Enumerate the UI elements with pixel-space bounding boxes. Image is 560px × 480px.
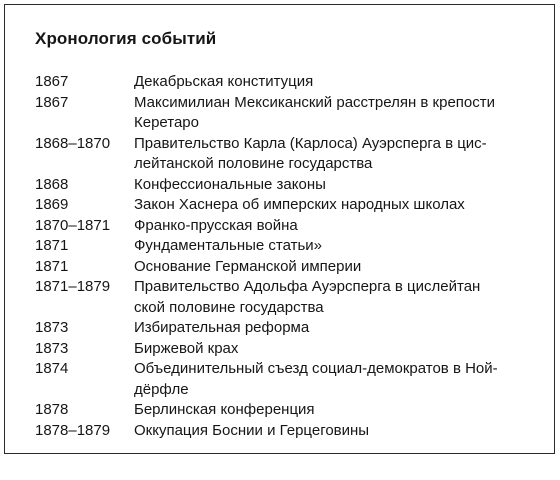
event-year: 1878 xyxy=(35,401,69,418)
event-description: Оккупация Боснии и Герцеговины xyxy=(134,421,370,439)
list-item xyxy=(35,134,545,175)
event-year: 1878–1879 xyxy=(35,421,111,439)
event-year: 1873 xyxy=(35,339,69,357)
event-description xyxy=(134,134,545,175)
event-description: Франко-прусская война xyxy=(134,216,298,234)
event-description: Биржевой крах xyxy=(134,339,239,357)
list-item xyxy=(35,400,545,421)
event-description xyxy=(134,93,545,134)
event-year: 1868 xyxy=(35,175,69,193)
list-item xyxy=(35,359,545,400)
event-description: Фундаментальные статьи» xyxy=(134,237,323,254)
chronology-box xyxy=(4,4,555,454)
event-year: 1868–1870 xyxy=(35,134,111,152)
event-description-line: Керетаро xyxy=(134,114,199,131)
list-item xyxy=(35,339,545,360)
event-description: Берлинская конференция xyxy=(134,401,315,418)
event-description: Закон Хаснера об имперских народных школах xyxy=(134,196,465,213)
list-item xyxy=(35,318,545,339)
event-description: Избирательная реформа xyxy=(134,319,310,336)
event-year: 1871 xyxy=(35,237,69,254)
list-item xyxy=(35,72,545,93)
event-description-line: Объединительный съезд социал-демократов в Ной- xyxy=(134,360,498,377)
list-item xyxy=(35,421,545,442)
event-description: Декабрьская конституция xyxy=(134,73,314,90)
event-description xyxy=(134,277,545,318)
event-year: 1874 xyxy=(35,360,69,377)
list-item xyxy=(35,195,545,216)
event-description-line: ской половине государства xyxy=(134,298,324,316)
events-list xyxy=(35,72,545,441)
event-description: Основание Германской империи xyxy=(134,257,362,275)
event-description xyxy=(134,359,545,400)
list-item xyxy=(35,93,545,134)
event-year: 1869 xyxy=(35,196,69,213)
event-year: 1871–1879 xyxy=(35,278,111,295)
list-item xyxy=(35,257,545,278)
event-description-line: лейтанской половине государства xyxy=(134,155,373,172)
event-description-line: Правительство Карла (Карлоса) Ауэрсперга в цис- xyxy=(134,134,487,152)
event-year: 1867 xyxy=(35,93,69,111)
event-description-line: дёрфле xyxy=(134,380,189,398)
event-year: 1867 xyxy=(35,73,69,90)
event-year: 1870–1871 xyxy=(35,216,111,234)
event-description-line: Правительство Адольфа Ауэрсперга в цислейтан xyxy=(134,278,481,295)
list-item xyxy=(35,277,545,318)
list-item xyxy=(35,216,545,237)
event-year: 1871 xyxy=(35,257,69,275)
event-description: Конфессиональные законы xyxy=(134,175,326,193)
list-item xyxy=(35,175,545,196)
list-item xyxy=(35,236,545,257)
event-description-line: Максимилиан Мексиканский расстрелян в крепости xyxy=(134,93,496,111)
event-year: 1873 xyxy=(35,319,69,336)
page-title: Хронология событий xyxy=(35,29,217,48)
